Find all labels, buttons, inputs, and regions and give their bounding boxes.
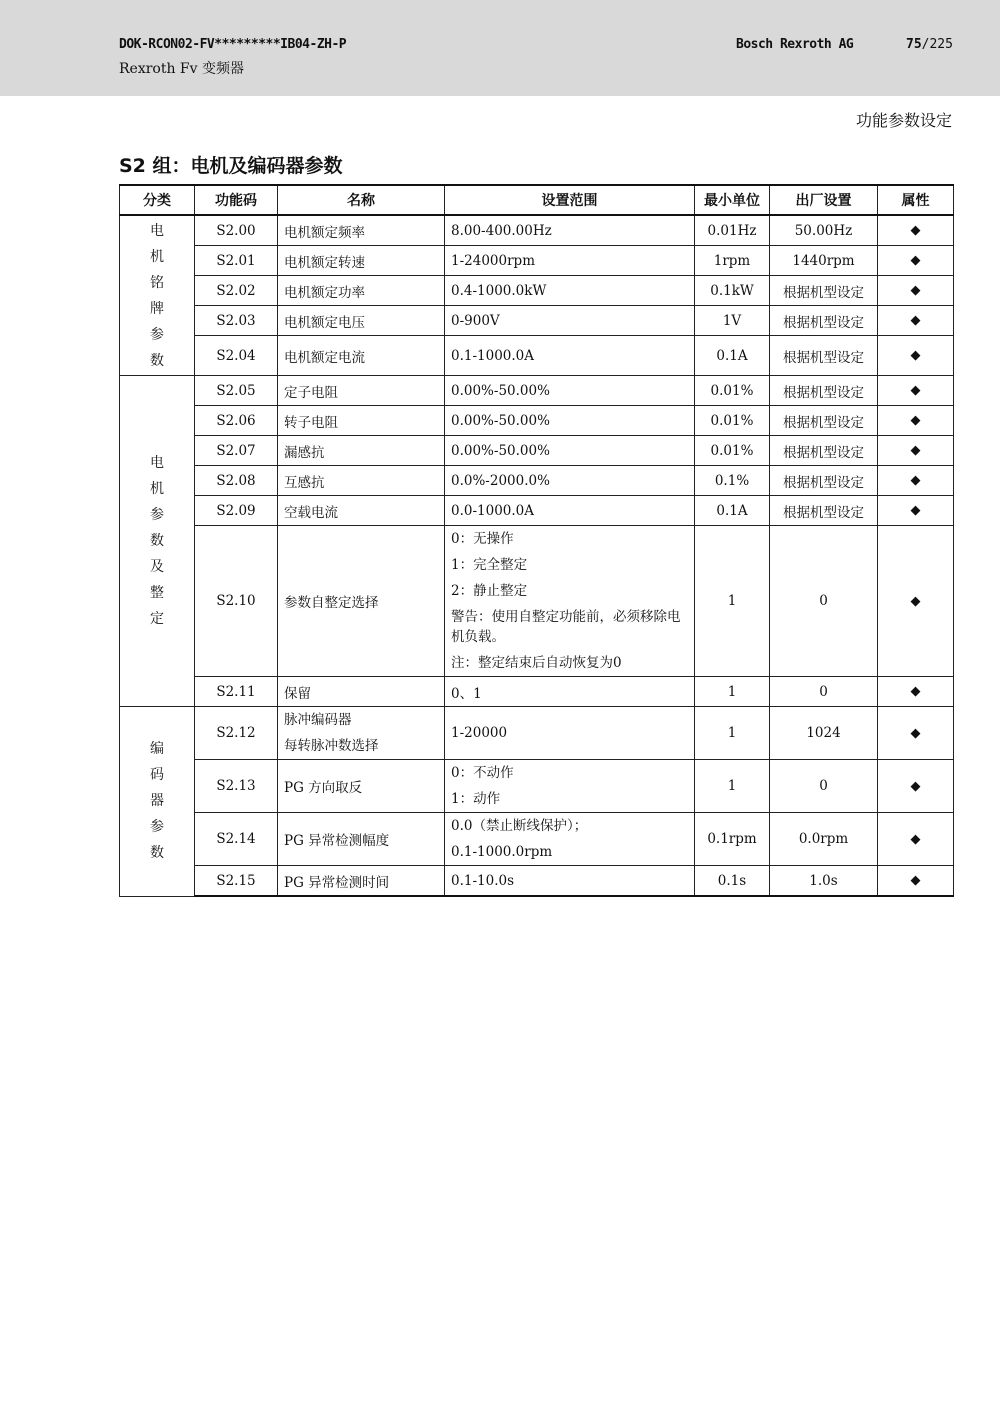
cell-name: 电机额定电流 (278, 336, 445, 376)
cell-default: 根据机型设定 (770, 376, 878, 406)
cell-default: 0 (770, 677, 878, 707)
document-id: DOK-RCON02-FV*********IB04-ZH-P (119, 37, 347, 52)
cell-code: S2.08 (195, 466, 278, 496)
cell-unit: 0.1s (695, 866, 770, 897)
cell-range: 0.0（禁止断线保护）； 0.1-1000.0rpm (445, 813, 695, 866)
table-row (120, 306, 954, 336)
cell-unit: 1 (695, 677, 770, 707)
table-row (120, 336, 954, 376)
company-name: Bosch Rexroth AG (736, 37, 854, 52)
cell-name: 定子电阻 (278, 376, 445, 406)
cell-attr: ◆ (878, 215, 954, 246)
table-row (120, 760, 954, 813)
cell-range: 0.00%-50.00% (445, 376, 695, 406)
cell-attr: ◆ (878, 760, 954, 813)
cell-code: S2.06 (195, 406, 278, 436)
cell-code: S2.15 (195, 866, 278, 897)
header-code: 功能码 (195, 185, 278, 215)
cell-name: 电机额定电压 (278, 306, 445, 336)
table-row (120, 466, 954, 496)
parameter-table (119, 184, 954, 897)
cell-attr: ◆ (878, 466, 954, 496)
table-row (120, 496, 954, 526)
category-nameplate: 电 机 铭 牌 参 数 (120, 215, 195, 376)
cell-unit: 0.01% (695, 376, 770, 406)
cell-attr: ◆ (878, 306, 954, 336)
cell-name: 脉冲编码器 每转脉冲数选择 (278, 707, 445, 760)
cell-code: S2.02 (195, 276, 278, 306)
cell-attr: ◆ (878, 276, 954, 306)
cell-range: 0：无操作 1：完全整定 2：静止整定 警告：使用自整定功能前，必须移除电机负载。 注：整定结束后自动恢复为0 (445, 526, 695, 677)
cell-unit: 0.01% (695, 406, 770, 436)
cell-name: 漏感抗 (278, 436, 445, 466)
cell-default: 根据机型设定 (770, 306, 878, 336)
cell-name: 电机额定功率 (278, 276, 445, 306)
cell-unit: 0.01% (695, 436, 770, 466)
cell-default: 1024 (770, 707, 878, 760)
header-name: 名称 (278, 185, 445, 215)
cell-name: 电机额定频率 (278, 215, 445, 246)
cell-unit: 0.1kW (695, 276, 770, 306)
cell-range: 0.1-10.0s (445, 866, 695, 897)
header-attr: 属性 (878, 185, 954, 215)
table-row (120, 526, 954, 677)
table-row (120, 246, 954, 276)
cell-attr: ◆ (878, 496, 954, 526)
header-category: 分类 (120, 185, 195, 215)
cell-range: 0、1 (445, 677, 695, 707)
cell-code: S2.01 (195, 246, 278, 276)
cell-name: 电机额定转速 (278, 246, 445, 276)
cell-code: S2.03 (195, 306, 278, 336)
table-header-row (120, 185, 954, 215)
cell-code: S2.12 (195, 707, 278, 760)
cell-default: 0 (770, 760, 878, 813)
header-range: 设置范围 (445, 185, 695, 215)
cell-range: 0.00%-50.00% (445, 406, 695, 436)
cell-code: S2.05 (195, 376, 278, 406)
cell-code: S2.13 (195, 760, 278, 813)
cell-attr: ◆ (878, 246, 954, 276)
cell-name: 转子电阻 (278, 406, 445, 436)
cell-default: 根据机型设定 (770, 336, 878, 376)
table-row (120, 436, 954, 466)
page-number (906, 37, 953, 52)
cell-unit: 0.1A (695, 336, 770, 376)
cell-code: S2.14 (195, 813, 278, 866)
cell-default: 0 (770, 526, 878, 677)
cell-attr: ◆ (878, 813, 954, 866)
cell-name: 参数自整定选择 (278, 526, 445, 677)
cell-unit: 0.1A (695, 496, 770, 526)
table-row (120, 813, 954, 866)
cell-code: S2.07 (195, 436, 278, 466)
cell-range: 0.1-1000.0A (445, 336, 695, 376)
cell-range: 1-20000 (445, 707, 695, 760)
cell-attr: ◆ (878, 376, 954, 406)
cell-unit: 1 (695, 760, 770, 813)
header-default: 出厂设置 (770, 185, 878, 215)
cell-range: 0.00%-50.00% (445, 436, 695, 466)
page-header (0, 0, 1000, 96)
header-unit: 最小单位 (695, 185, 770, 215)
cell-attr: ◆ (878, 436, 954, 466)
cell-unit: 1rpm (695, 246, 770, 276)
cell-range: 8.00-400.00Hz (445, 215, 695, 246)
cell-range: 0.0%-2000.0% (445, 466, 695, 496)
cell-code: S2.10 (195, 526, 278, 677)
category-motor-params: 电 机 参 数 及 整 定 (120, 376, 195, 707)
cell-default: 根据机型设定 (770, 466, 878, 496)
cell-code: S2.11 (195, 677, 278, 707)
table-row (120, 276, 954, 306)
cell-range: 0.4-1000.0kW (445, 276, 695, 306)
cell-unit: 1 (695, 707, 770, 760)
cell-range: 0.0-1000.0A (445, 496, 695, 526)
page-total: /225 (921, 37, 953, 52)
table-row (120, 215, 954, 246)
cell-name: 空载电流 (278, 496, 445, 526)
group-title: S2 组：电机及编码器参数 (119, 155, 343, 177)
product-name: Rexroth Fv 变频器 (119, 61, 245, 77)
cell-default: 0.0rpm (770, 813, 878, 866)
cell-attr: ◆ (878, 526, 954, 677)
cell-code: S2.00 (195, 215, 278, 246)
cell-attr: ◆ (878, 336, 954, 376)
cell-default: 1440rpm (770, 246, 878, 276)
table-row (120, 866, 954, 897)
cell-name: PG 异常检测时间 (278, 866, 445, 897)
cell-code: S2.09 (195, 496, 278, 526)
cell-unit: 1 (695, 526, 770, 677)
table-row (120, 707, 954, 760)
cell-default: 根据机型设定 (770, 406, 878, 436)
cell-name: PG 异常检测幅度 (278, 813, 445, 866)
cell-default: 根据机型设定 (770, 496, 878, 526)
cell-range: 0-900V (445, 306, 695, 336)
cell-attr: ◆ (878, 866, 954, 897)
cell-range: 0：不动作 1：动作 (445, 760, 695, 813)
cell-default: 根据机型设定 (770, 276, 878, 306)
cell-unit: 0.1rpm (695, 813, 770, 866)
cell-unit: 0.1% (695, 466, 770, 496)
cell-name: 互感抗 (278, 466, 445, 496)
page-current: 75 (906, 37, 922, 52)
cell-attr: ◆ (878, 707, 954, 760)
cell-attr: ◆ (878, 406, 954, 436)
table-row (120, 406, 954, 436)
cell-default: 根据机型设定 (770, 436, 878, 466)
cell-range: 1-24000rpm (445, 246, 695, 276)
cell-default: 1.0s (770, 866, 878, 897)
section-label: 功能参数设定 (855, 111, 952, 130)
cell-unit: 1V (695, 306, 770, 336)
cell-attr: ◆ (878, 677, 954, 707)
cell-default: 50.00Hz (770, 215, 878, 246)
category-encoder-params: 编 码 器 参 数 (120, 707, 195, 897)
cell-unit: 0.01Hz (695, 215, 770, 246)
table-row (120, 677, 954, 707)
cell-name: 保留 (278, 677, 445, 707)
cell-code: S2.04 (195, 336, 278, 376)
table-row (120, 376, 954, 406)
cell-name: PG 方向取反 (278, 760, 445, 813)
